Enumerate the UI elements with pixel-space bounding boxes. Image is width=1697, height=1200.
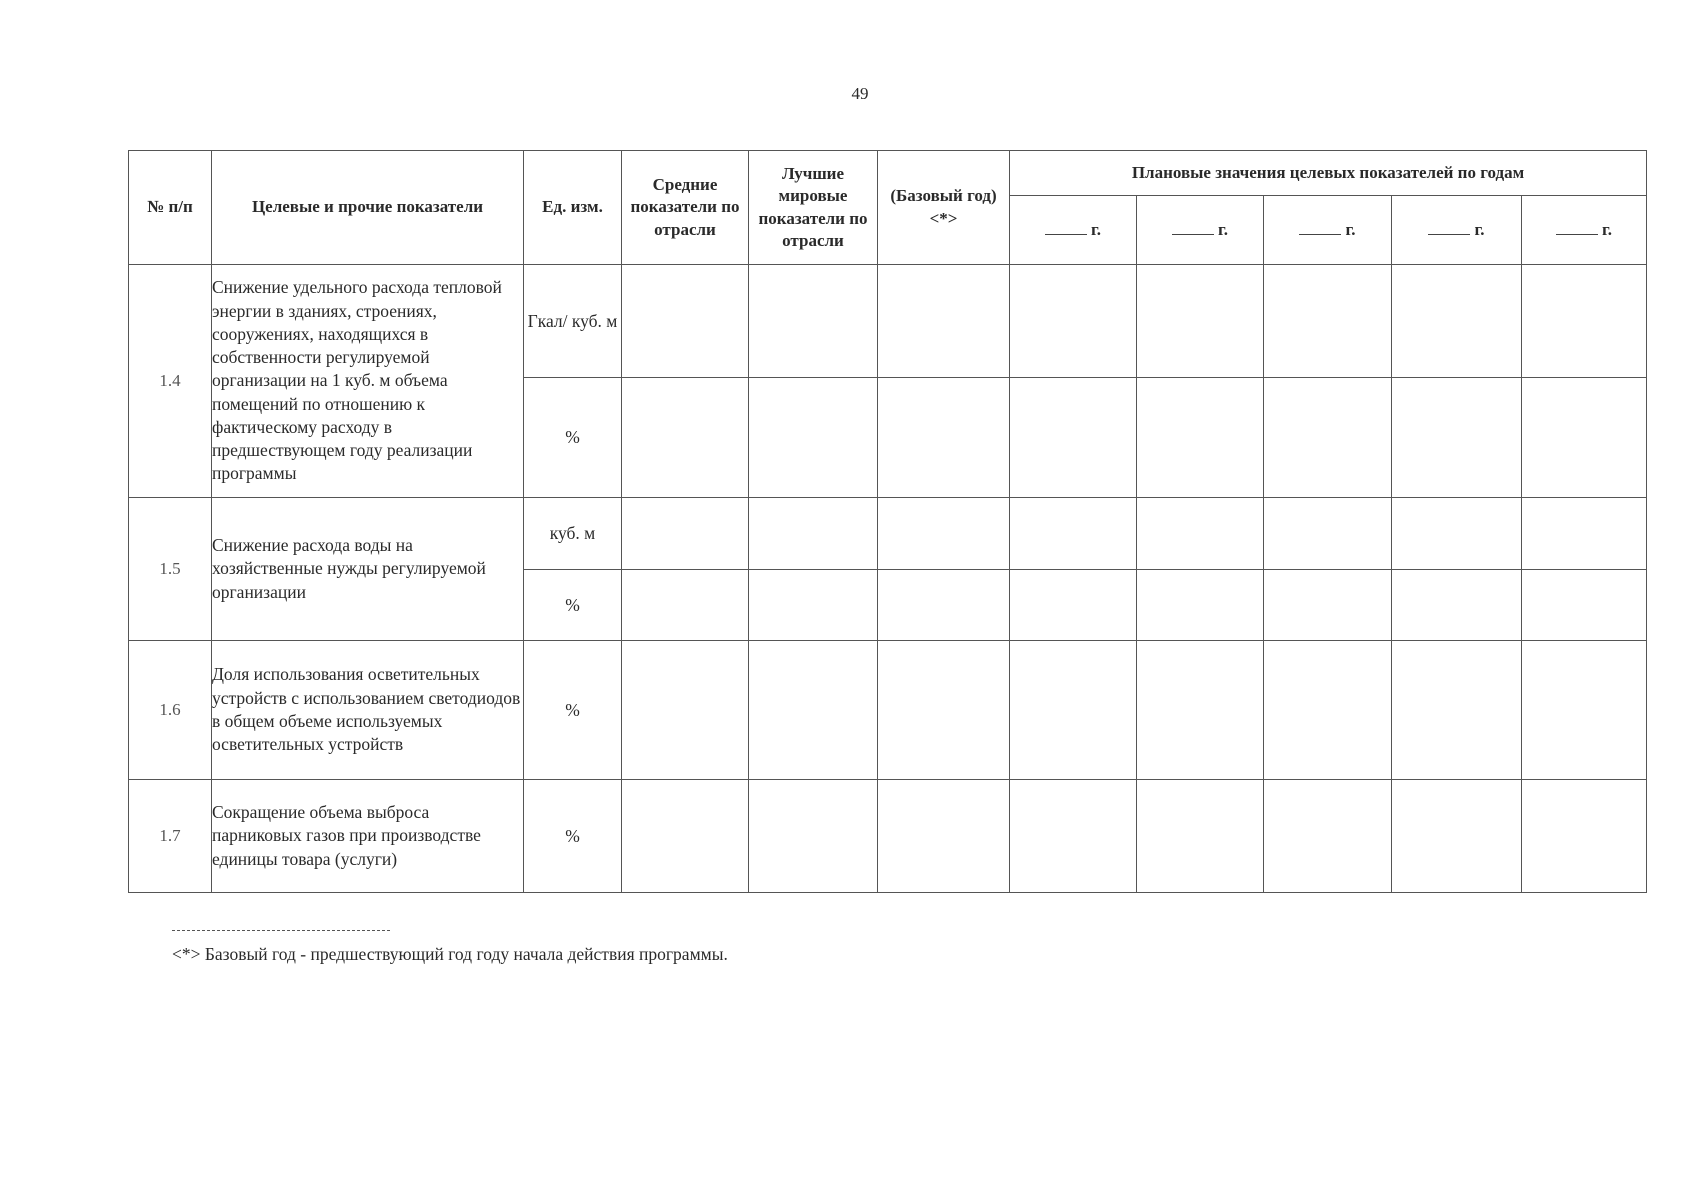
value-cell <box>1137 498 1264 570</box>
header-best: Лучшие мировые показатели по отрасли <box>749 151 878 265</box>
row-number: 1.6 <box>129 641 212 780</box>
value-cell <box>878 570 1010 641</box>
unit-cell: % <box>524 641 622 780</box>
value-cell <box>1010 780 1137 893</box>
value-cell <box>1264 498 1392 570</box>
value-cell <box>878 780 1010 893</box>
footnote-text: <*> Базовый год - предшествующий год году начала действия программы. <box>172 944 728 964</box>
indicators-table <box>128 150 1647 893</box>
row-number: 1.5 <box>129 498 212 641</box>
value-cell <box>878 641 1010 780</box>
value-cell <box>622 265 749 378</box>
value-cell <box>1137 570 1264 641</box>
indicator-text: Снижение удельного расхода тепловой энергии в зданиях, строениях, сооружениях, находящихся в собственности регулируемой организации на 1 куб. м объема помещений по отношению к фактическому расходу в предшествующем году реализации программы <box>212 265 524 498</box>
row-number: 1.7 <box>129 780 212 893</box>
value-cell <box>749 498 878 570</box>
header-year-5 <box>1522 196 1647 265</box>
value-cell <box>749 780 878 893</box>
value-cell <box>1392 265 1522 378</box>
value-cell <box>1264 780 1392 893</box>
unit-cell: Гкал/ куб. м <box>524 265 622 378</box>
header-year-3 <box>1264 196 1392 265</box>
value-cell <box>1010 265 1137 378</box>
value-cell <box>1010 641 1137 780</box>
value-cell <box>622 378 749 498</box>
value-cell <box>1264 570 1392 641</box>
value-cell <box>622 498 749 570</box>
value-cell <box>1392 780 1522 893</box>
unit-cell: куб. м <box>524 498 622 570</box>
indicator-text: Доля использования осветительных устройств с использованием светодиодов в общем объеме используемых осветительных устройств <box>212 641 524 780</box>
value-cell <box>749 641 878 780</box>
unit-cell: % <box>524 378 622 498</box>
row-number: 1.4 <box>129 265 212 498</box>
footnote-divider <box>172 930 390 931</box>
value-cell <box>749 570 878 641</box>
value-cell <box>1522 780 1647 893</box>
value-cell <box>749 265 878 378</box>
value-cell <box>1392 641 1522 780</box>
year-blank <box>1045 220 1087 235</box>
value-cell <box>1264 378 1392 498</box>
value-cell <box>1137 780 1264 893</box>
value-cell <box>1522 570 1647 641</box>
value-cell <box>1010 498 1137 570</box>
value-cell <box>1010 570 1137 641</box>
table-row <box>129 498 1647 570</box>
indicator-text: Снижение расхода воды на хозяйственные нужды регулируемой организации <box>212 498 524 641</box>
value-cell <box>622 641 749 780</box>
value-cell <box>1522 641 1647 780</box>
value-cell <box>1392 498 1522 570</box>
header-planned-group: Плановые значения целевых показателей по годам <box>1010 151 1647 196</box>
value-cell <box>1522 265 1647 378</box>
unit-cell: % <box>524 780 622 893</box>
value-cell <box>1522 498 1647 570</box>
value-cell <box>1392 570 1522 641</box>
value-cell <box>622 780 749 893</box>
year-suffix: г. <box>1474 219 1485 239</box>
header-average: Средние показатели по отрасли <box>622 151 749 265</box>
year-blank <box>1428 220 1470 235</box>
header-num: № п/п <box>129 151 212 265</box>
year-blank <box>1299 220 1341 235</box>
unit-cell: % <box>524 570 622 641</box>
value-cell <box>878 265 1010 378</box>
value-cell <box>1264 265 1392 378</box>
page-number: 49 <box>851 84 869 103</box>
value-cell <box>1137 378 1264 498</box>
value-cell <box>878 498 1010 570</box>
table-row <box>129 780 1647 893</box>
indicators-table-container <box>128 150 1646 893</box>
header-year-2 <box>1137 196 1264 265</box>
table-row <box>129 641 1647 780</box>
value-cell <box>1264 641 1392 780</box>
year-suffix: г. <box>1090 219 1102 239</box>
header-year-4 <box>1392 196 1522 265</box>
value-cell <box>1010 378 1137 498</box>
indicator-text: Сокращение объема выброса парниковых газов при производстве единицы товара (услуги) <box>212 780 524 893</box>
year-suffix: г. <box>1601 219 1613 239</box>
year-blank <box>1556 220 1598 235</box>
value-cell <box>622 570 749 641</box>
table-row <box>129 265 1647 378</box>
year-suffix: г. <box>1345 219 1356 239</box>
value-cell <box>878 378 1010 498</box>
header-base-year: (Базовый год) <*> <box>878 151 1010 265</box>
value-cell <box>1522 378 1647 498</box>
header-indicators: Целевые и прочие показатели <box>212 151 524 265</box>
value-cell <box>1137 641 1264 780</box>
value-cell <box>749 378 878 498</box>
value-cell <box>1392 378 1522 498</box>
year-suffix: г. <box>1217 219 1229 239</box>
year-blank <box>1172 220 1214 235</box>
header-year-1 <box>1010 196 1137 265</box>
header-row-1 <box>129 151 1647 196</box>
value-cell <box>1137 265 1264 378</box>
header-unit: Ед. изм. <box>524 151 622 265</box>
